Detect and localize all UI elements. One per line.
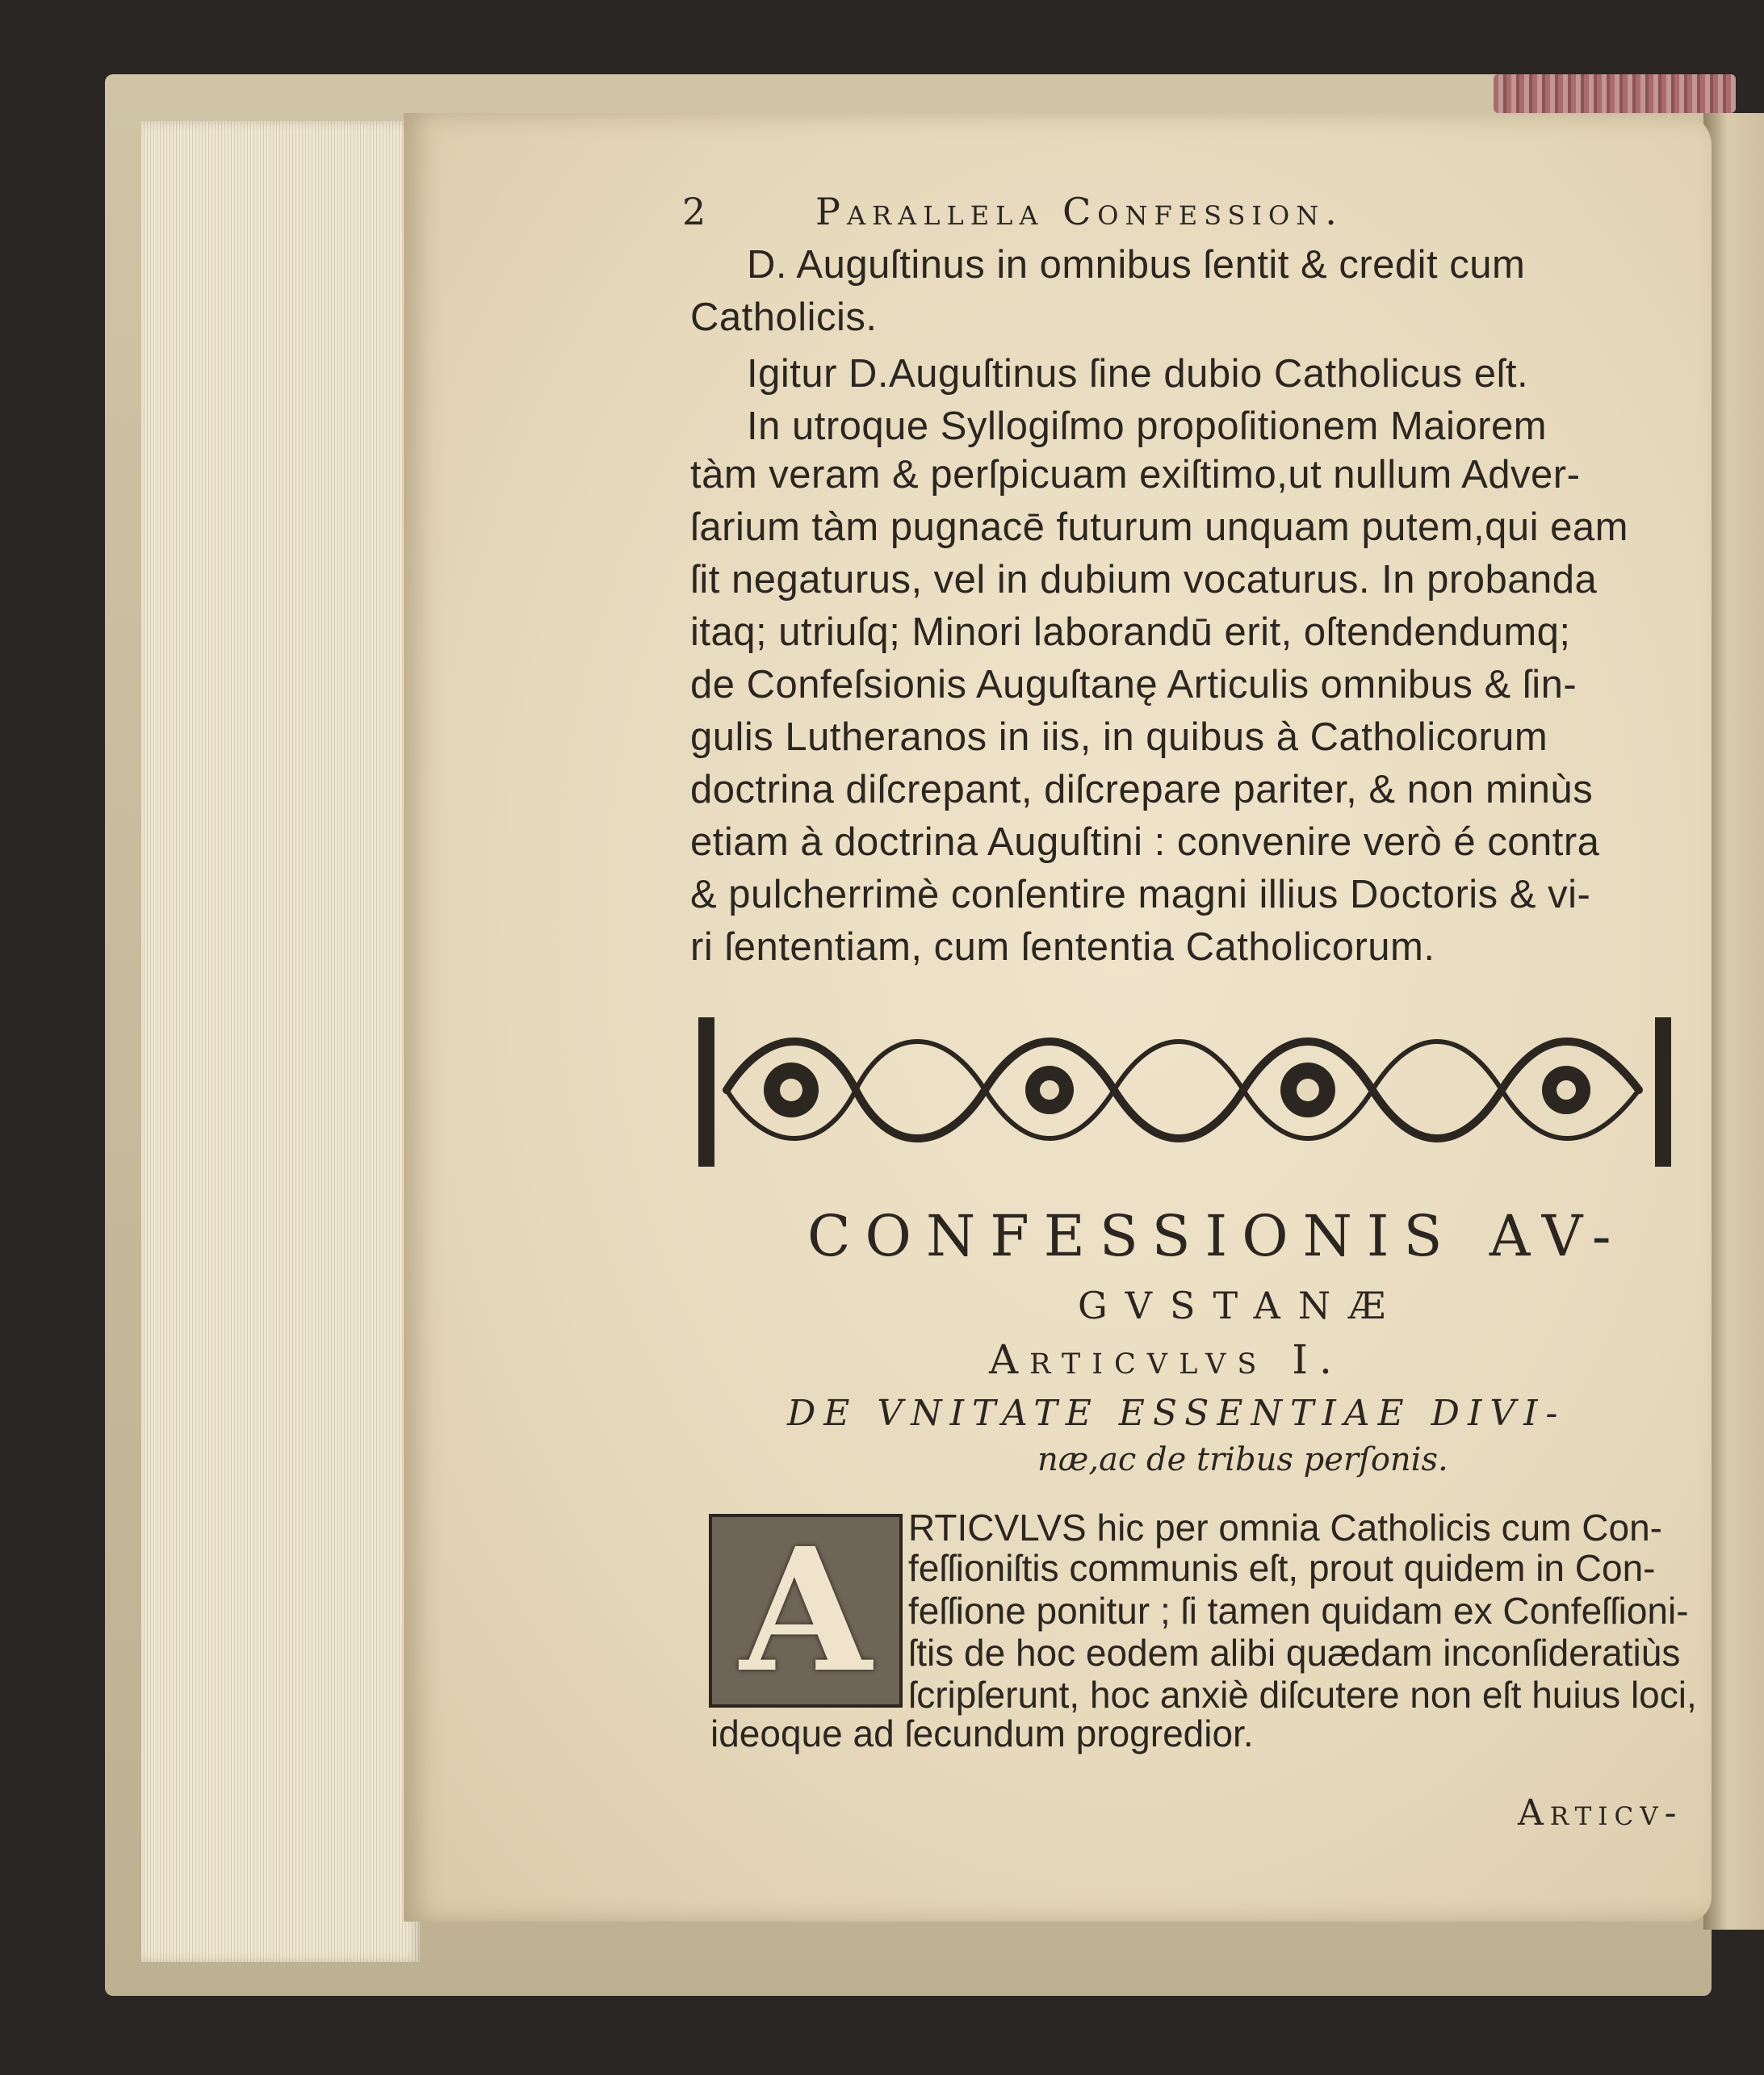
catchword: Articv-: [1518, 1792, 1683, 1834]
body-line: ri ſententiam, cum ſententia Catholicorum.: [690, 925, 1435, 969]
running-title: Parallela Confession.: [815, 190, 1343, 233]
body-line: ſit negaturus, vel in dubium vocaturus. In probanda: [690, 558, 1598, 602]
body-line: etiam à doctrina Auguſtini : convenire verò é contra: [690, 820, 1600, 864]
body-line: Igitur D.Auguſtinus ſine dubio Catholicus eſt.: [747, 352, 1529, 396]
page-number: 2: [682, 190, 706, 233]
facing-page-edge: [1703, 113, 1764, 1930]
article-line: feſſione ponitur ; ſi tamen quidam ex Confeſſioni-: [908, 1590, 1689, 1632]
article-heading: Articvlvs I.: [989, 1336, 1343, 1383]
article-subtitle-line2: næ,ac de tribus perſonis.: [1037, 1441, 1448, 1478]
dropcap-letter: A: [740, 1511, 872, 1710]
article-line: ſcripſerunt, hoc anxiè diſcutere non eſt huius loci,: [908, 1674, 1697, 1716]
body-line: In utroque Syllogiſmo propoſitionem Maiorem: [747, 405, 1548, 448]
body-line: Catholicis.: [690, 296, 878, 339]
section-title-line2: GVSTANÆ: [1078, 1284, 1404, 1327]
article-line: RTICVLVS hic per omnia Catholicis cum Con-: [908, 1507, 1662, 1549]
body-line: itaq; utriuſq; Minori laborandū erit, oſtendendumq;: [690, 610, 1571, 654]
body-line: ſarium tàm pugnacē futurum unquam putem,qui eam: [690, 505, 1628, 549]
body-line: gulis Lutheranos in iis, in quibus à Catholicorum: [690, 715, 1548, 759]
article-line: feſſioniſtis communis eſt, prout quidem in Con-: [908, 1547, 1656, 1589]
body-line: doctrina diſcrepant, diſcrepare pariter, & non minùs: [690, 768, 1594, 811]
page-edges: [141, 121, 420, 1962]
body-line: & pulcherrimè conſentire magni illius Doctoris & vi-: [690, 873, 1591, 916]
cover-edge: [1494, 74, 1736, 113]
ornamental-headpiece: [694, 1009, 1675, 1175]
body-line: tàm veram & perſpicuam exiſtimo,ut nullum Adver-: [690, 453, 1581, 497]
article-line-last: ideoque ad ſecundum progredior.: [710, 1712, 1254, 1754]
body-line: de Confeſsionis Auguſtanę Articulis omnibus & ſin-: [690, 663, 1578, 706]
article-line: ſtis de hoc eodem alibi quædam inconſideratiùs: [908, 1632, 1681, 1674]
article-subtitle-line1: DE VNITATE ESSENTIAE DIVI-: [787, 1393, 1566, 1434]
body-line: D. Auguſtinus in omnibus ſentit & credit cum: [747, 243, 1526, 287]
decorated-initial: [709, 1511, 903, 1710]
section-title-line1: CONFESSIONIS AV-: [807, 1203, 1626, 1269]
